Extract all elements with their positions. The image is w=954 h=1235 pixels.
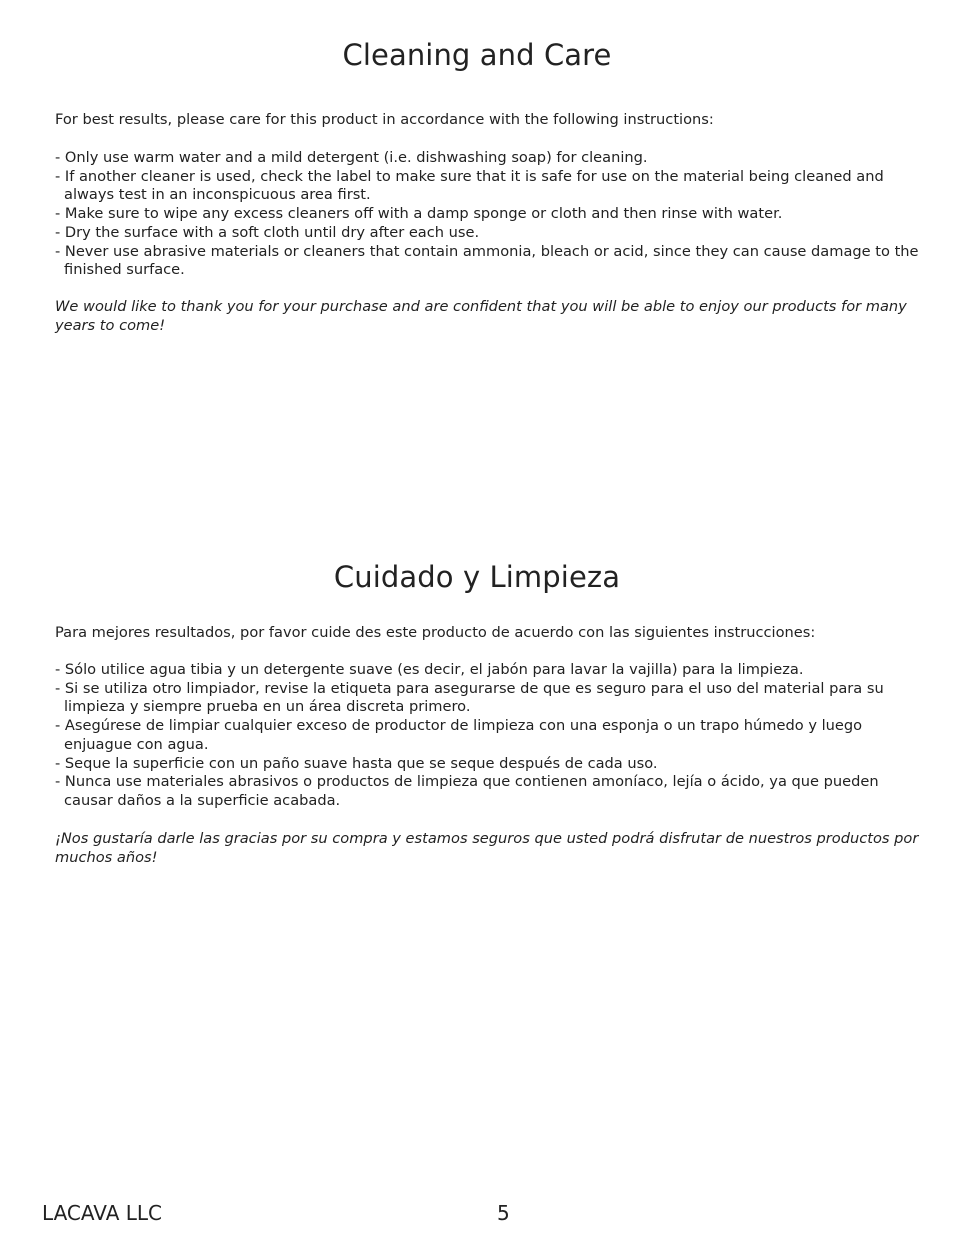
spanish-instruction-item: - Seque la superficie con un paño suave hasta que se seque después de cada uso. bbox=[55, 754, 658, 772]
english-instruction-item: - Never use abrasive materials or cleaners that contain ammonia, bleach or acid, since they can cause damage to the finished surface. bbox=[55, 242, 919, 279]
english-instruction-item: - Only use warm water and a mild detergent (i.e. dishwashing soap) for cleaning. bbox=[55, 149, 648, 166]
spanish-intro: Para mejores resultados, por favor cuide des este producto de acuerdo con las siguientes instrucciones: bbox=[55, 624, 816, 641]
spanish-instruction-item: - Sólo utilice agua tibia y un detergente suave (es decir, el jabón para lavar la vajilla) para la limpieza. bbox=[55, 661, 804, 678]
spanish-instruction-item: - Nunca use materiales abrasivos o productos de limpieza que contienen amoníaco, lejía o ácido, ya que pueden causar daños a la superficie acabada. bbox=[55, 773, 879, 809]
english-section-title: Cleaning and Care bbox=[342, 38, 612, 72]
spanish-instructions-list bbox=[55, 661, 925, 811]
english-instructions-list bbox=[55, 149, 925, 280]
spanish-section-title: Cuidado y Limpieza bbox=[333, 560, 621, 594]
english-closing-note: We would like to thank you for your purchase and are confident that you will be able to enjoy our products for many years to come! bbox=[55, 298, 907, 334]
english-instruction-item: - Make sure to wipe any excess cleaners off with a damp sponge or cloth and then rinse with water. bbox=[55, 205, 783, 223]
page-number: 5 bbox=[497, 1201, 510, 1225]
spanish-closing-note: ¡Nos gustaría darle las gracias por su compra y estamos seguros que usted podrá disfrutar de nuestros productos por muchos años! bbox=[55, 830, 919, 866]
footer-company-name: LACAVA LLC bbox=[42, 1201, 162, 1225]
spanish-instruction-item: - Asegúrese de limpiar cualquier exceso de productor de limpieza con una esponja o un trapo húmedo y luego enjuague con agua. bbox=[55, 717, 863, 753]
spanish-instruction-item: - Si se utiliza otro limpiador, revise la etiqueta para asegurarse de que es seguro para el uso del material para su limpieza y siempre prueba en un área discreta primero. bbox=[55, 679, 884, 716]
english-intro: For best results, please care for this product in accordance with the following instructions: bbox=[55, 111, 714, 128]
english-instruction-item: - Dry the surface with a soft cloth until dry after each use. bbox=[55, 223, 480, 241]
english-instruction-item: - If another cleaner is used, check the label to make sure that it is safe for use on the material being cleaned and always test in an inconspicuous area first. bbox=[55, 167, 884, 204]
